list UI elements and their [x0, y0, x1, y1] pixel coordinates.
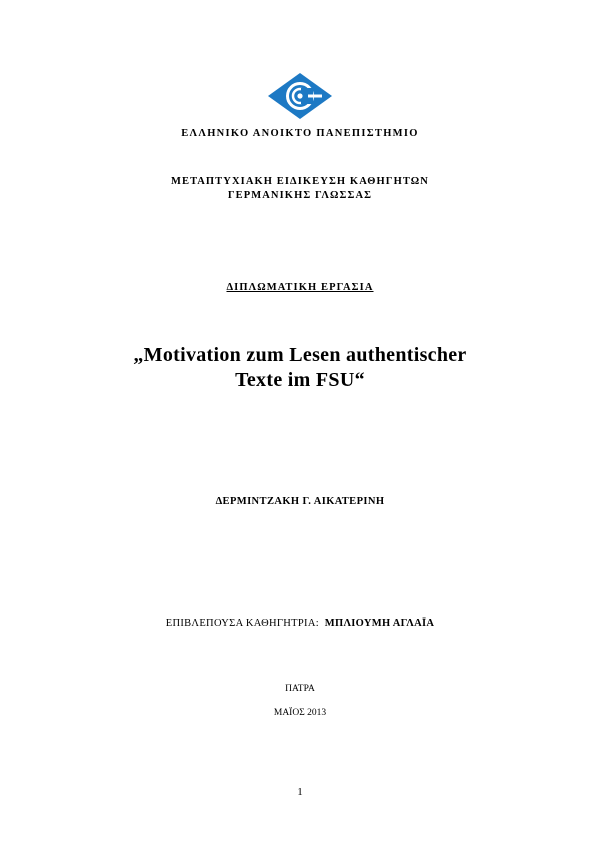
supervisor [0, 618, 600, 629]
city: ΠΑΤΡΑ [285, 684, 315, 694]
program-name [0, 175, 600, 203]
title-line-2: Texte im FSU“ [235, 369, 365, 391]
program-line-1: ΜΕΤΑΠΤΥΧΙΑΚΗ ΕΙΔΙΚΕΥΣΗ ΚΑΘΗΓΗΤΩΝ [171, 176, 429, 187]
university-logo-icon [268, 73, 332, 119]
page-number: 1 [297, 786, 303, 798]
author-name: ΔΕΡΜΙΝΤΖΑΚΗ Γ. ΑΙΚΑΤΕΡΙΝΗ [215, 496, 385, 507]
supervisor-name: ΜΠΛΙΟΥΜΗ ΑΓΛΑΪΑ [324, 618, 435, 629]
university-name: ΕΛΛΗΝΙΚΟ ΑΝΟΙΚΤΟ ΠΑΝΕΠΙΣΤΗΜΙΟ [181, 128, 419, 139]
supervisor-label: ΕΠΙΒΛΕΠΟΥΣΑ ΚΑΘΗΓΗΤΡΙΑ: [165, 618, 319, 629]
thesis-title [0, 343, 600, 393]
program-line-2: ΓΕΡΜΑΝΙΚΗΣ ΓΛΩΣΣΑΣ [227, 190, 373, 201]
title-line-1: „Motivation zum Lesen authentischer [133, 344, 467, 366]
document-type [0, 282, 600, 293]
date: ΜΑΪΟΣ 2013 [273, 708, 327, 718]
document-type-label: ΔΙΠΛΩΜΑΤΙΚΗ ΕΡΓΑΣΙΑ [226, 282, 374, 293]
